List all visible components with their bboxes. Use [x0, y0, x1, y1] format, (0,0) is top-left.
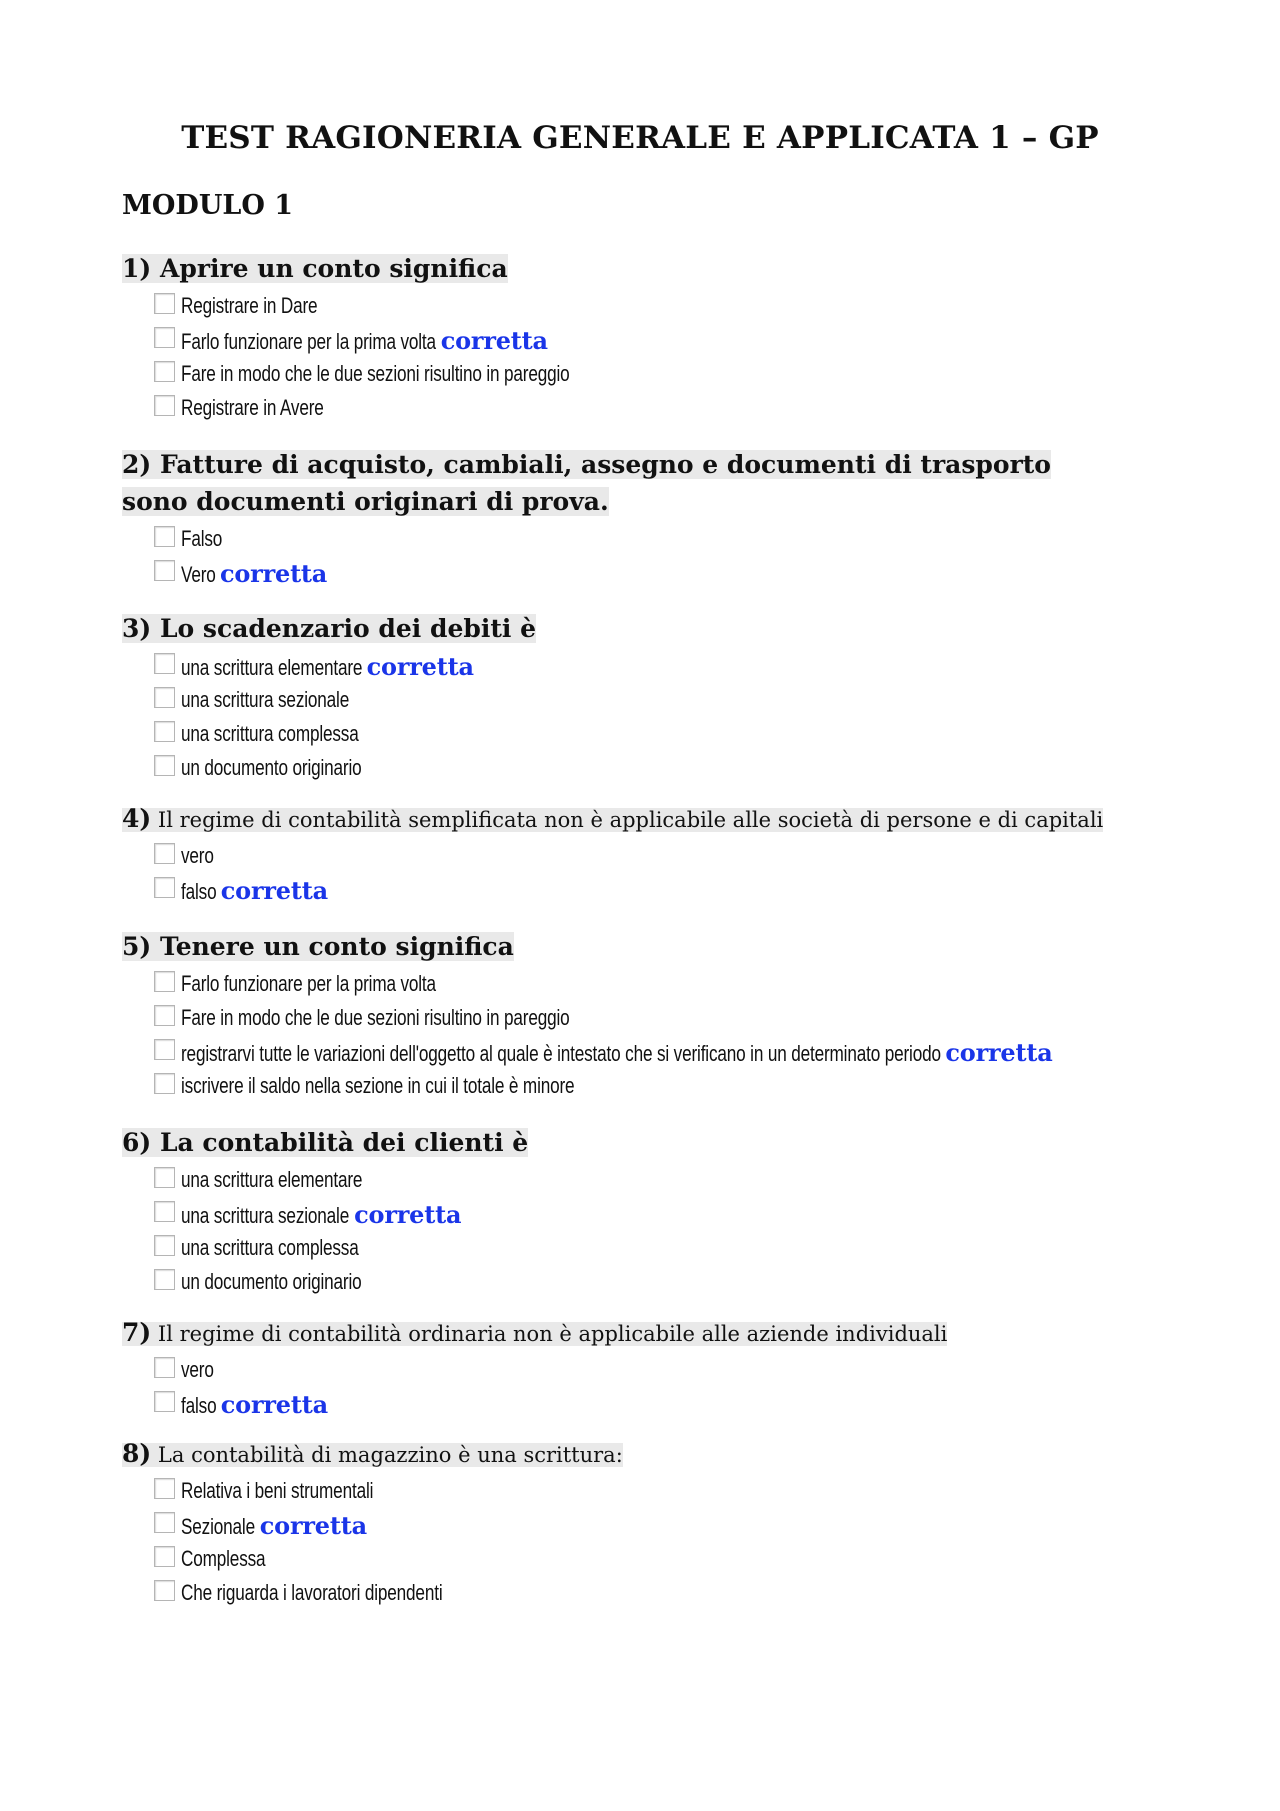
option-item[interactable] — [154, 1069, 1182, 1103]
option-text: vero — [181, 1357, 214, 1382]
checkbox-icon[interactable] — [154, 1167, 175, 1188]
question-number: 3) — [122, 614, 152, 643]
document-title: TEST RAGIONERIA GENERALE E APPLICATA 1 – GP — [181, 120, 1099, 156]
correct-marker: corretta — [440, 325, 548, 355]
option-text: registrarvi tutte le variazioni dell'oggetto al quale è intestato che si verificano in un determinato periodo — [181, 1040, 941, 1066]
option-text: vero — [181, 843, 214, 868]
option-item[interactable] — [154, 839, 1182, 873]
option-item[interactable] — [154, 1197, 1182, 1231]
correct-marker: corretta — [221, 875, 329, 905]
checkbox-icon[interactable] — [154, 1201, 175, 1222]
question-5 — [122, 930, 1182, 1103]
option-text: una scrittura elementare — [181, 1167, 363, 1192]
option-item[interactable] — [154, 967, 1182, 1001]
question-3 — [122, 612, 1182, 785]
question-number: 4) — [122, 804, 152, 833]
checkbox-icon[interactable] — [154, 1478, 175, 1499]
checkbox-icon[interactable] — [154, 1580, 175, 1601]
correct-marker: corretta — [220, 558, 328, 588]
option-item[interactable] — [154, 289, 1182, 323]
checkbox-icon[interactable] — [154, 1546, 175, 1567]
option-text: Fare in modo che le due sezioni risultino in pareggio — [181, 361, 570, 386]
checkbox-icon[interactable] — [154, 1269, 175, 1290]
option-item[interactable] — [154, 1353, 1182, 1387]
option-text: Farlo funzionare per la prima volta — [181, 328, 436, 354]
question-text: La contabilità dei clienti è — [159, 1128, 529, 1157]
question-2 — [122, 448, 1182, 590]
question-8 — [122, 1437, 1182, 1610]
option-text: Vero — [181, 561, 216, 587]
option-list — [122, 1474, 1182, 1610]
question-prompt — [122, 1439, 623, 1468]
checkbox-icon[interactable] — [154, 687, 175, 708]
checkbox-icon[interactable] — [154, 395, 175, 416]
checkbox-icon[interactable] — [154, 653, 175, 674]
checkbox-icon[interactable] — [154, 1005, 175, 1026]
question-number: 7) — [122, 1318, 152, 1347]
option-item[interactable] — [154, 323, 1182, 357]
checkbox-icon[interactable] — [154, 1512, 175, 1533]
option-list — [122, 649, 1182, 785]
question-4 — [122, 802, 1182, 907]
checkbox-icon[interactable] — [154, 361, 175, 382]
option-item[interactable] — [154, 1387, 1182, 1421]
question-number: 6) — [122, 1128, 152, 1157]
question-text: Aprire un conto significa — [159, 254, 508, 283]
question-prompt — [122, 1318, 948, 1347]
option-text: Sezionale — [181, 1513, 255, 1539]
question-1 — [122, 252, 1182, 425]
option-list — [122, 839, 1182, 907]
checkbox-icon[interactable] — [154, 755, 175, 776]
option-item[interactable] — [154, 391, 1182, 425]
checkbox-icon[interactable] — [154, 526, 175, 547]
option-text: Falso — [181, 526, 223, 551]
option-item[interactable] — [154, 1001, 1182, 1035]
option-text: falso — [181, 1392, 217, 1418]
option-text: iscrivere il saldo nella sezione in cui il totale è minore — [181, 1073, 575, 1098]
option-text: una scrittura sezionale — [181, 687, 350, 712]
option-text: una scrittura elementare — [181, 654, 363, 680]
option-item[interactable] — [154, 1035, 1182, 1069]
module-title: MODULO 1 — [122, 190, 294, 221]
question-prompt — [122, 1128, 528, 1157]
option-list — [122, 1163, 1182, 1299]
option-item[interactable] — [154, 1474, 1182, 1508]
option-item[interactable] — [154, 873, 1182, 907]
option-text: Che riguarda i lavoratori dipendenti — [181, 1580, 443, 1605]
option-item[interactable] — [154, 1508, 1182, 1542]
question-text: Fatture di acquisto, cambiali, assegno e documenti di trasporto sono documenti originari di prova. — [122, 450, 1051, 516]
option-list — [122, 1353, 1182, 1421]
checkbox-icon[interactable] — [154, 1357, 175, 1378]
option-text: una scrittura complessa — [181, 721, 359, 746]
correct-marker: corretta — [221, 1389, 329, 1419]
option-item[interactable] — [154, 522, 1182, 556]
question-number: 8) — [122, 1439, 152, 1468]
question-7 — [122, 1316, 1182, 1421]
checkbox-icon[interactable] — [154, 327, 175, 348]
checkbox-icon[interactable] — [154, 293, 175, 314]
question-text: Tenere un conto significa — [159, 932, 514, 961]
option-item[interactable] — [154, 1265, 1182, 1299]
question-text: Lo scadenzario dei debiti è — [159, 614, 537, 643]
question-prompt — [122, 254, 508, 283]
checkbox-icon[interactable] — [154, 560, 175, 581]
option-text: una scrittura complessa — [181, 1235, 359, 1260]
correct-marker: corretta — [353, 1199, 461, 1229]
option-item[interactable] — [154, 357, 1182, 391]
option-text: Fare in modo che le due sezioni risultino in pareggio — [181, 1005, 570, 1030]
checkbox-icon[interactable] — [154, 1039, 175, 1060]
checkbox-icon[interactable] — [154, 843, 175, 864]
correct-marker: corretta — [366, 651, 475, 681]
option-item[interactable] — [154, 1163, 1182, 1197]
question-text: La contabilità di magazzino è una scrittura: — [157, 1443, 623, 1467]
question-prompt — [122, 614, 536, 643]
option-item[interactable] — [154, 683, 1182, 717]
option-text: falso — [181, 878, 217, 904]
question-6 — [122, 1126, 1182, 1299]
option-item[interactable] — [154, 556, 1182, 590]
option-item[interactable] — [154, 751, 1182, 785]
option-item[interactable] — [154, 1576, 1182, 1610]
option-list — [122, 289, 1182, 425]
question-text: Il regime di contabilità ordinaria non è applicabile alle aziende individuali — [157, 1322, 948, 1346]
question-prompt — [122, 932, 514, 961]
option-item[interactable] — [154, 717, 1182, 751]
checkbox-icon[interactable] — [154, 1391, 175, 1412]
option-item[interactable] — [154, 649, 1182, 683]
option-text: un documento originario — [181, 755, 362, 780]
option-text: Farlo funzionare per la prima volta — [181, 971, 436, 996]
option-item[interactable] — [154, 1231, 1182, 1265]
checkbox-icon[interactable] — [154, 971, 175, 992]
option-text: Relativa i beni strumentali — [181, 1478, 374, 1503]
question-number: 2) — [122, 450, 152, 479]
option-item[interactable] — [154, 1542, 1182, 1576]
option-list — [122, 522, 1182, 590]
option-list — [122, 967, 1182, 1103]
question-number: 5) — [122, 932, 152, 961]
correct-marker: corretta — [259, 1510, 367, 1540]
option-text: Registrare in Dare — [181, 293, 318, 318]
question-number: 1) — [122, 254, 152, 283]
question-prompt — [122, 450, 1051, 516]
question-text: Il regime di contabilità semplificata non è applicabile alle società di persone e di capitali — [157, 808, 1104, 832]
checkbox-icon[interactable] — [154, 1235, 175, 1256]
option-text: una scrittura sezionale — [181, 1202, 350, 1228]
correct-marker: corretta — [945, 1037, 1053, 1067]
option-text: Registrare in Avere — [181, 395, 324, 420]
checkbox-icon[interactable] — [154, 721, 175, 742]
checkbox-icon[interactable] — [154, 877, 175, 898]
question-prompt — [122, 804, 1104, 833]
option-text: un documento originario — [181, 1269, 362, 1294]
option-text: Complessa — [181, 1546, 266, 1571]
checkbox-icon[interactable] — [154, 1073, 175, 1094]
